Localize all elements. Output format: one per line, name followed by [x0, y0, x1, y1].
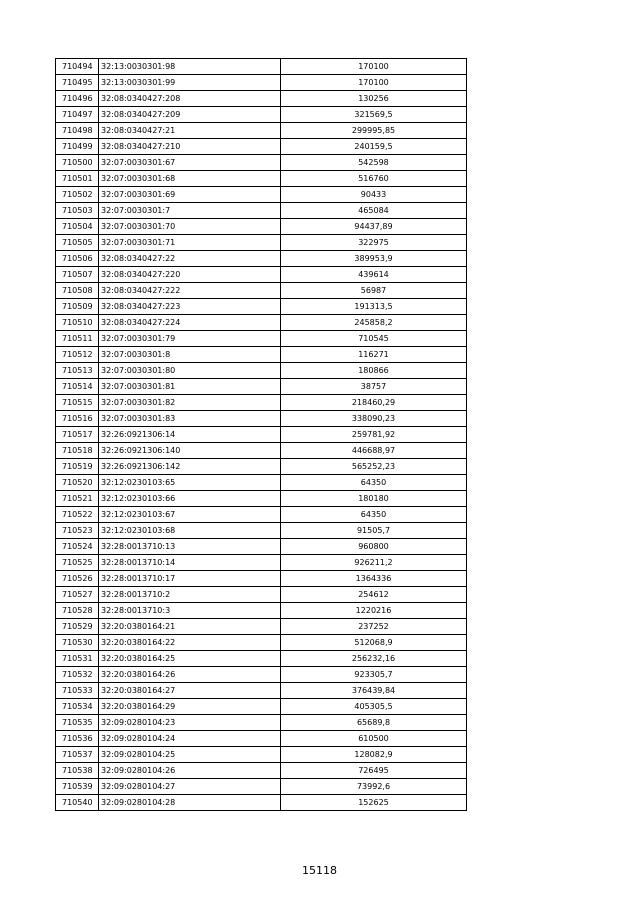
- cadastral-value-cell: 180180: [281, 491, 467, 507]
- cadastral-value-cell: 254612: [281, 587, 467, 603]
- cadastral-number-cell: 32:28:0013710:17: [99, 571, 281, 587]
- row-id-cell: 710500: [56, 155, 99, 171]
- row-id-cell: 710530: [56, 635, 99, 651]
- row-id-cell: 710519: [56, 459, 99, 475]
- table-row: [56, 731, 467, 747]
- table-row: [56, 779, 467, 795]
- cadastral-number-cell: 32:28:0013710:13: [99, 539, 281, 555]
- row-id-cell: 710532: [56, 667, 99, 683]
- row-id-cell: 710499: [56, 139, 99, 155]
- cadastral-value-cell: 240159,5: [281, 139, 467, 155]
- cadastral-value-cell: 512068,9: [281, 635, 467, 651]
- row-id-cell: 710521: [56, 491, 99, 507]
- cadastral-number-cell: 32:07:0030301:67: [99, 155, 281, 171]
- cadastral-number-cell: 32:08:0340427:21: [99, 123, 281, 139]
- cadastral-number-cell: 32:07:0030301:83: [99, 411, 281, 427]
- row-id-cell: 710516: [56, 411, 99, 427]
- table-row: [56, 795, 467, 811]
- cadastral-value-cell: 94437,89: [281, 219, 467, 235]
- cadastral-value-cell: 299995,85: [281, 123, 467, 139]
- cadastral-number-cell: 32:09:0280104:23: [99, 715, 281, 731]
- table-row: [56, 715, 467, 731]
- row-id-cell: 710535: [56, 715, 99, 731]
- row-id-cell: 710522: [56, 507, 99, 523]
- cadastral-value-cell: 376439,84: [281, 683, 467, 699]
- row-id-cell: 710520: [56, 475, 99, 491]
- cadastral-number-cell: 32:07:0030301:82: [99, 395, 281, 411]
- table-row: [56, 763, 467, 779]
- cadastral-value-cell: 237252: [281, 619, 467, 635]
- table-row: [56, 363, 467, 379]
- row-id-cell: 710517: [56, 427, 99, 443]
- cadastral-value-cell: 64350: [281, 507, 467, 523]
- table-row: [56, 635, 467, 651]
- cadastral-number-cell: 32:09:0280104:27: [99, 779, 281, 795]
- cadastral-number-cell: 32:12:0230103:65: [99, 475, 281, 491]
- row-id-cell: 710529: [56, 619, 99, 635]
- row-id-cell: 710518: [56, 443, 99, 459]
- table-row: [56, 443, 467, 459]
- cadastral-value-cell: 91505,7: [281, 523, 467, 539]
- table-row: [56, 427, 467, 443]
- cadastral-number-cell: 32:13:0030301:98: [99, 59, 281, 75]
- row-id-cell: 710497: [56, 107, 99, 123]
- table-row: [56, 523, 467, 539]
- cadastral-number-cell: 32:09:0280104:28: [99, 795, 281, 811]
- table-row: [56, 187, 467, 203]
- cadastral-number-cell: 32:20:0380164:26: [99, 667, 281, 683]
- row-id-cell: 710534: [56, 699, 99, 715]
- cadastral-number-cell: 32:09:0280104:26: [99, 763, 281, 779]
- table-row: [56, 539, 467, 555]
- cadastral-value-cell: 610500: [281, 731, 467, 747]
- table-row: [56, 379, 467, 395]
- cadastral-number-cell: 32:12:0230103:67: [99, 507, 281, 523]
- cadastral-value-cell: 321569,5: [281, 107, 467, 123]
- table-row: [56, 507, 467, 523]
- cadastral-value-cell: 565252,23: [281, 459, 467, 475]
- cadastral-value-cell: 322975: [281, 235, 467, 251]
- cadastral-value-cell: 218460,29: [281, 395, 467, 411]
- table-row: [56, 91, 467, 107]
- cadastral-value-cell: 73992,6: [281, 779, 467, 795]
- row-id-cell: 710525: [56, 555, 99, 571]
- row-id-cell: 710528: [56, 603, 99, 619]
- table-row: [56, 459, 467, 475]
- row-id-cell: 710507: [56, 267, 99, 283]
- cadastral-number-cell: 32:08:0340427:220: [99, 267, 281, 283]
- cadastral-value-cell: 389953,9: [281, 251, 467, 267]
- table-row: [56, 747, 467, 763]
- table-row: [56, 475, 467, 491]
- table-row: [56, 123, 467, 139]
- cadastral-value-cell: 439614: [281, 267, 467, 283]
- cadastral-number-cell: 32:20:0380164:25: [99, 651, 281, 667]
- cadastral-value-cell: 180866: [281, 363, 467, 379]
- cadastral-value-cell: 338090,23: [281, 411, 467, 427]
- cadastral-number-cell: 32:08:0340427:22: [99, 251, 281, 267]
- cadastral-number-cell: 32:13:0030301:99: [99, 75, 281, 91]
- row-id-cell: 710538: [56, 763, 99, 779]
- table-row: [56, 203, 467, 219]
- cadastral-number-cell: 32:07:0030301:81: [99, 379, 281, 395]
- cadastral-number-cell: 32:08:0340427:210: [99, 139, 281, 155]
- table-row: [56, 619, 467, 635]
- row-id-cell: 710509: [56, 299, 99, 315]
- cadastral-value-cell: 726495: [281, 763, 467, 779]
- cadastral-value-cell: 542598: [281, 155, 467, 171]
- cadastral-number-cell: 32:07:0030301:79: [99, 331, 281, 347]
- row-id-cell: 710537: [56, 747, 99, 763]
- table-row: [56, 555, 467, 571]
- row-id-cell: 710502: [56, 187, 99, 203]
- page-number: 15118: [302, 864, 337, 877]
- table-row: [56, 347, 467, 363]
- row-id-cell: 710512: [56, 347, 99, 363]
- cadastral-value-cell: 170100: [281, 75, 467, 91]
- cadastral-number-cell: 32:07:0030301:80: [99, 363, 281, 379]
- cadastral-value-cell: 960800: [281, 539, 467, 555]
- cadastral-value-cell: 65689,8: [281, 715, 467, 731]
- cadastral-number-cell: 32:08:0340427:222: [99, 283, 281, 299]
- row-id-cell: 710494: [56, 59, 99, 75]
- row-id-cell: 710495: [56, 75, 99, 91]
- table-row: [56, 283, 467, 299]
- row-id-cell: 710514: [56, 379, 99, 395]
- table-row: [56, 315, 467, 331]
- cadastral-number-cell: 32:09:0280104:25: [99, 747, 281, 763]
- table-row: [56, 603, 467, 619]
- table-row: [56, 75, 467, 91]
- cadastral-value-table: [55, 58, 467, 811]
- cadastral-number-cell: 32:28:0013710:2: [99, 587, 281, 603]
- cadastral-number-cell: 32:26:0921306:140: [99, 443, 281, 459]
- row-id-cell: 710505: [56, 235, 99, 251]
- row-id-cell: 710513: [56, 363, 99, 379]
- cadastral-number-cell: 32:20:0380164:22: [99, 635, 281, 651]
- table-row: [56, 59, 467, 75]
- row-id-cell: 710524: [56, 539, 99, 555]
- table-row: [56, 219, 467, 235]
- cadastral-value-cell: 64350: [281, 475, 467, 491]
- table-row: [56, 571, 467, 587]
- table-row: [56, 331, 467, 347]
- row-id-cell: 710498: [56, 123, 99, 139]
- cadastral-value-cell: 245858,2: [281, 315, 467, 331]
- row-id-cell: 710533: [56, 683, 99, 699]
- cadastral-number-cell: 32:07:0030301:69: [99, 187, 281, 203]
- row-id-cell: 710536: [56, 731, 99, 747]
- cadastral-number-cell: 32:07:0030301:68: [99, 171, 281, 187]
- cadastral-number-cell: 32:07:0030301:70: [99, 219, 281, 235]
- cadastral-value-cell: 710545: [281, 331, 467, 347]
- cadastral-number-cell: 32:26:0921306:142: [99, 459, 281, 475]
- cadastral-value-cell: 130256: [281, 91, 467, 107]
- row-id-cell: 710496: [56, 91, 99, 107]
- cadastral-number-cell: 32:08:0340427:224: [99, 315, 281, 331]
- cadastral-value-cell: 152625: [281, 795, 467, 811]
- row-id-cell: 710527: [56, 587, 99, 603]
- row-id-cell: 710539: [56, 779, 99, 795]
- table-row: [56, 267, 467, 283]
- row-id-cell: 710511: [56, 331, 99, 347]
- row-id-cell: 710501: [56, 171, 99, 187]
- cadastral-value-cell: 128082,9: [281, 747, 467, 763]
- cadastral-value-cell: 405305,5: [281, 699, 467, 715]
- cadastral-value-cell: 191313,5: [281, 299, 467, 315]
- table-row: [56, 395, 467, 411]
- table-row: [56, 587, 467, 603]
- cadastral-number-cell: 32:26:0921306:14: [99, 427, 281, 443]
- cadastral-value-cell: 926211,2: [281, 555, 467, 571]
- cadastral-number-cell: 32:08:0340427:223: [99, 299, 281, 315]
- table-row: [56, 667, 467, 683]
- cadastral-number-cell: 32:28:0013710:3: [99, 603, 281, 619]
- cadastral-number-cell: 32:28:0013710:14: [99, 555, 281, 571]
- row-id-cell: 710504: [56, 219, 99, 235]
- cadastral-value-cell: 1220216: [281, 603, 467, 619]
- cadastral-number-cell: 32:07:0030301:71: [99, 235, 281, 251]
- cadastral-value-cell: 516760: [281, 171, 467, 187]
- cadastral-value-cell: 170100: [281, 59, 467, 75]
- cadastral-value-cell: 256232,16: [281, 651, 467, 667]
- table-body: [56, 59, 467, 811]
- cadastral-number-cell: 32:08:0340427:208: [99, 91, 281, 107]
- table-row: [56, 299, 467, 315]
- table-row: [56, 651, 467, 667]
- cadastral-number-cell: 32:08:0340427:209: [99, 107, 281, 123]
- table-row: [56, 491, 467, 507]
- table-row: [56, 251, 467, 267]
- cadastral-number-cell: 32:12:0230103:66: [99, 491, 281, 507]
- cadastral-value-cell: 90433: [281, 187, 467, 203]
- table-row: [56, 155, 467, 171]
- row-id-cell: 710508: [56, 283, 99, 299]
- cadastral-number-cell: 32:07:0030301:8: [99, 347, 281, 363]
- cadastral-number-cell: 32:09:0280104:24: [99, 731, 281, 747]
- row-id-cell: 710523: [56, 523, 99, 539]
- cadastral-number-cell: 32:12:0230103:68: [99, 523, 281, 539]
- cadastral-number-cell: 32:07:0030301:7: [99, 203, 281, 219]
- row-id-cell: 710540: [56, 795, 99, 811]
- cadastral-value-cell: 259781,92: [281, 427, 467, 443]
- table-row: [56, 411, 467, 427]
- row-id-cell: 710515: [56, 395, 99, 411]
- table-row: [56, 699, 467, 715]
- row-id-cell: 710506: [56, 251, 99, 267]
- table-row: [56, 683, 467, 699]
- cadastral-number-cell: 32:20:0380164:29: [99, 699, 281, 715]
- table-row: [56, 139, 467, 155]
- row-id-cell: 710526: [56, 571, 99, 587]
- cadastral-value-cell: 465084: [281, 203, 467, 219]
- table-row: [56, 171, 467, 187]
- cadastral-value-cell: 56987: [281, 283, 467, 299]
- table-row: [56, 235, 467, 251]
- row-id-cell: 710510: [56, 315, 99, 331]
- cadastral-number-cell: 32:20:0380164:21: [99, 619, 281, 635]
- row-id-cell: 710503: [56, 203, 99, 219]
- cadastral-value-cell: 38757: [281, 379, 467, 395]
- cadastral-value-cell: 446688,97: [281, 443, 467, 459]
- cadastral-value-cell: 116271: [281, 347, 467, 363]
- cadastral-value-cell: 923305,7: [281, 667, 467, 683]
- row-id-cell: 710531: [56, 651, 99, 667]
- table-row: [56, 107, 467, 123]
- cadastral-value-cell: 1364336: [281, 571, 467, 587]
- cadastral-number-cell: 32:20:0380164:27: [99, 683, 281, 699]
